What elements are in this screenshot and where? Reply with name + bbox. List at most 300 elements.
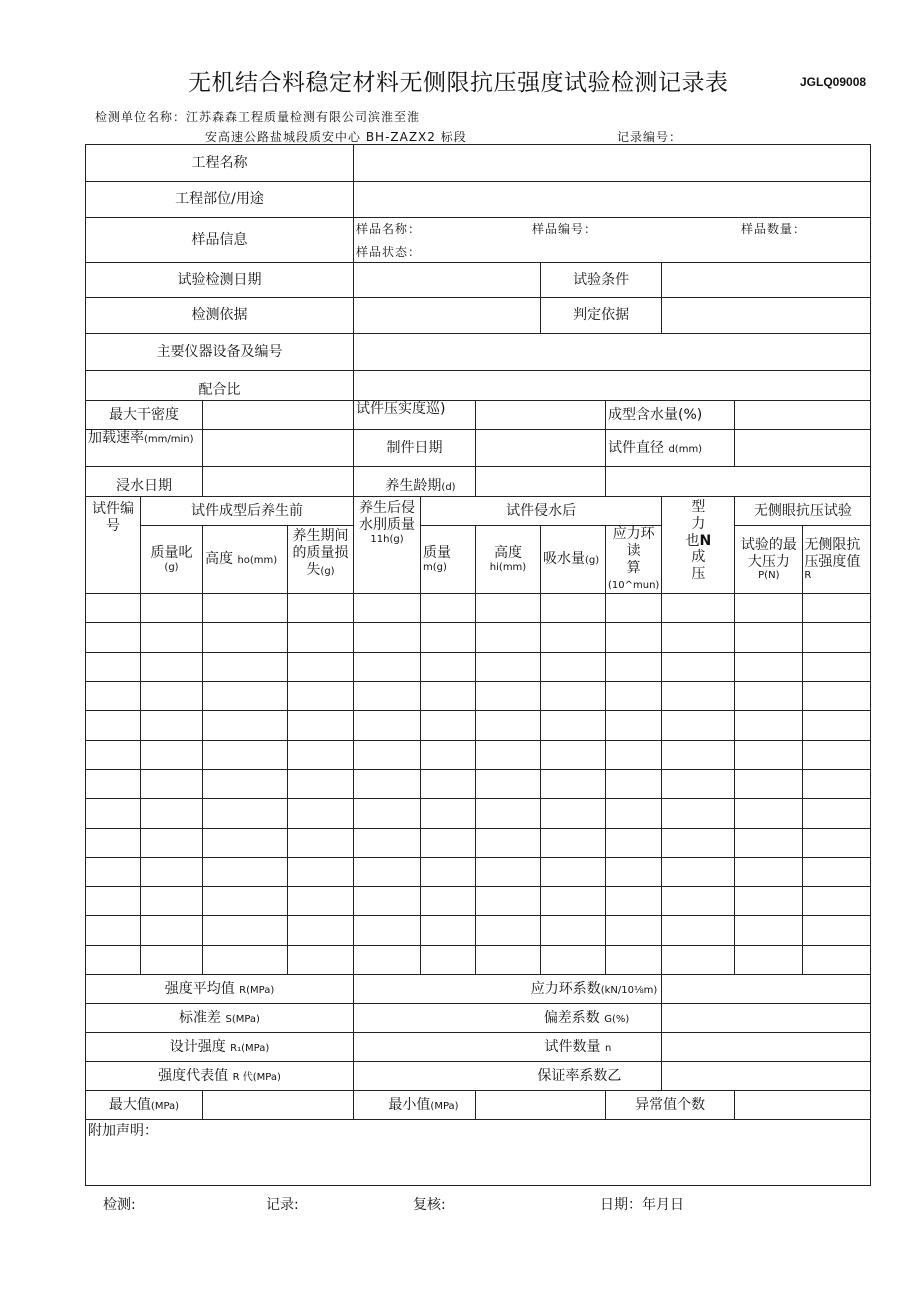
table-row: [86, 711, 871, 740]
table-row: [86, 769, 871, 798]
data-cell[interactable]: [421, 945, 476, 974]
unit-label: 检测单位名称：: [95, 110, 187, 124]
soak-mass-unit: 11h(g): [370, 533, 404, 545]
data-cell[interactable]: [606, 594, 662, 623]
moisture-value[interactable]: [735, 401, 871, 430]
data-cell[interactable]: [354, 652, 421, 681]
data-cell[interactable]: [541, 652, 606, 681]
judge-basis-label: 判定依据: [541, 298, 662, 334]
data-cell[interactable]: [606, 623, 662, 652]
data-cell[interactable]: [803, 769, 871, 798]
data-cell[interactable]: [735, 945, 803, 974]
data-cell[interactable]: [141, 594, 203, 623]
height-text: 高度: [205, 551, 233, 568]
data-cell[interactable]: [288, 682, 354, 711]
maxforce-header: [735, 526, 803, 594]
data-cell[interactable]: [288, 711, 354, 740]
min-val-label: [354, 1091, 476, 1120]
data-cell[interactable]: [288, 652, 354, 681]
equipment-label: 主要仪器设备及编号: [86, 334, 354, 371]
sample-name-label: 样品名称：: [356, 221, 422, 236]
data-cell[interactable]: [288, 594, 354, 623]
data-cell[interactable]: [288, 887, 354, 916]
cure-age-text: 养生龄期: [385, 478, 442, 495]
data-cell[interactable]: [421, 711, 476, 740]
abnormal-label: 异常值个数: [606, 1091, 735, 1120]
specimen-no-1: 试件编: [92, 501, 134, 517]
data-cell[interactable]: [354, 857, 421, 886]
data-cell[interactable]: [541, 594, 606, 623]
sample-qty-label: 样品数量：: [741, 221, 807, 236]
data-cell[interactable]: [606, 916, 662, 945]
data-cell[interactable]: [203, 916, 288, 945]
form-code: JGLQ09008: [800, 75, 867, 89]
row-soak-date: [86, 467, 871, 497]
data-cell[interactable]: [735, 623, 803, 652]
data-cell[interactable]: [203, 711, 288, 740]
data-cell[interactable]: [203, 769, 288, 798]
data-cell[interactable]: [735, 769, 803, 798]
data-cell[interactable]: [803, 682, 871, 711]
height2-unit: hi(mm): [489, 561, 527, 573]
data-cell[interactable]: [203, 828, 288, 857]
data-cell[interactable]: [541, 887, 606, 916]
data-cell[interactable]: [541, 740, 606, 769]
design-strength-text: 设计强度: [169, 1038, 226, 1055]
vert-5: 成: [691, 549, 706, 566]
data-cell[interactable]: [421, 682, 476, 711]
data-cell[interactable]: [606, 682, 662, 711]
data-cell[interactable]: [803, 594, 871, 623]
data-cell[interactable]: [606, 711, 662, 740]
record-no-label: 记录编号：: [617, 130, 683, 144]
data-cell[interactable]: [288, 623, 354, 652]
vert-6: 压: [691, 566, 706, 583]
data-cell[interactable]: [735, 652, 803, 681]
data-cell[interactable]: [541, 857, 606, 886]
data-cell[interactable]: [141, 769, 203, 798]
data-cell[interactable]: [203, 740, 288, 769]
data-cell[interactable]: [421, 799, 476, 828]
page-title: 无机结合料稳定材料无侧限抗压强度试验检测记录表: [188, 70, 729, 96]
std-dev-label: [86, 1004, 354, 1033]
row-equipment: [86, 334, 871, 371]
data-cell[interactable]: [803, 740, 871, 769]
data-cell[interactable]: [803, 887, 871, 916]
data-cell[interactable]: [662, 652, 735, 681]
data-cell[interactable]: [141, 623, 203, 652]
soak-date-label: 浸水日期: [86, 467, 203, 497]
data-cell[interactable]: [86, 594, 141, 623]
data-cell[interactable]: [662, 945, 735, 974]
data-cell[interactable]: [203, 945, 288, 974]
data-cell[interactable]: [354, 711, 421, 740]
data-cell[interactable]: [421, 887, 476, 916]
data-cell[interactable]: [803, 945, 871, 974]
data-cell[interactable]: [203, 887, 288, 916]
date-label: 日期：年月日: [600, 1197, 684, 1213]
data-cell[interactable]: [476, 857, 541, 886]
data-cell[interactable]: [803, 652, 871, 681]
data-cell[interactable]: [354, 623, 421, 652]
mix-ratio-value[interactable]: [354, 371, 871, 401]
test-basis-value[interactable]: [354, 298, 541, 334]
ring-1: 应力环读: [612, 526, 655, 559]
data-cell[interactable]: [288, 769, 354, 798]
data-cell[interactable]: [288, 740, 354, 769]
vert-2: 力: [691, 515, 706, 532]
data-cell[interactable]: [735, 916, 803, 945]
data-cell[interactable]: [86, 711, 141, 740]
tested-label: 检测:: [103, 1197, 136, 1213]
ucs-header: [803, 526, 871, 594]
data-cell[interactable]: [421, 828, 476, 857]
data-cell[interactable]: [803, 916, 871, 945]
remark-label: 附加声明：: [88, 1123, 158, 1140]
loss-unit: (g): [320, 565, 335, 577]
cv-value[interactable]: [662, 1004, 871, 1033]
max-dry-density-value[interactable]: [203, 401, 354, 430]
loss-1: 养生期间: [292, 528, 349, 544]
count-text: 试件数量: [544, 1038, 601, 1055]
data-cell[interactable]: [354, 594, 421, 623]
data-cell[interactable]: [86, 799, 141, 828]
data-cell[interactable]: [541, 623, 606, 652]
data-cell[interactable]: [354, 740, 421, 769]
data-cell[interactable]: [803, 623, 871, 652]
diameter-unit: d(mm): [668, 443, 703, 455]
row-avg: [86, 975, 871, 1004]
height2-text: 高度: [494, 545, 522, 562]
data-cell[interactable]: [354, 828, 421, 857]
data-cell[interactable]: [735, 682, 803, 711]
data-cell[interactable]: [476, 594, 541, 623]
data-cell[interactable]: [86, 828, 141, 857]
project-name-label: 工程名称: [86, 145, 354, 182]
data-cell[interactable]: [476, 945, 541, 974]
diameter-label: [606, 430, 735, 467]
data-cell[interactable]: [86, 916, 141, 945]
soak-mass-2: 水刖质量: [359, 516, 415, 533]
data-cell[interactable]: [541, 945, 606, 974]
data-cell[interactable]: [141, 916, 203, 945]
data-cell[interactable]: [606, 857, 662, 886]
data-cell[interactable]: [476, 652, 541, 681]
ring-coef-text: 应力环系数: [530, 980, 601, 997]
data-cell[interactable]: [606, 828, 662, 857]
data-cell[interactable]: [86, 740, 141, 769]
load-rate-unit: (mm/min): [144, 434, 194, 445]
row-header-1: [86, 497, 871, 526]
data-cell[interactable]: [606, 652, 662, 681]
data-cell[interactable]: [662, 594, 735, 623]
loss-2: 的质量损: [292, 544, 349, 561]
mass-1: 质量叱: [150, 545, 193, 562]
sample-info-value[interactable]: [354, 218, 871, 263]
remark-cell[interactable]: [86, 1120, 871, 1186]
table-row: [86, 828, 871, 857]
unit-name-1: 江苏森森工程质量检测有限公司滨淮至淮: [186, 110, 421, 124]
data-cell[interactable]: [803, 799, 871, 828]
data-cell[interactable]: [662, 799, 735, 828]
judge-basis-value[interactable]: [662, 298, 871, 334]
data-cell[interactable]: [203, 623, 288, 652]
max-val-text: 最大值: [108, 1096, 151, 1113]
data-cell[interactable]: [662, 769, 735, 798]
data-cell[interactable]: [141, 682, 203, 711]
data-cell[interactable]: [662, 623, 735, 652]
min-val-value[interactable]: [476, 1091, 606, 1120]
table-row: [86, 916, 871, 945]
row-project-part: [86, 182, 871, 218]
data-cell[interactable]: [141, 711, 203, 740]
unit-line-1: [95, 108, 420, 125]
data-cell[interactable]: [288, 799, 354, 828]
row-remark: [86, 1120, 871, 1186]
data-cell[interactable]: [735, 857, 803, 886]
data-cell[interactable]: [803, 711, 871, 740]
avg-strength-unit: R(MPa): [239, 984, 275, 996]
cv-text: 偏差系数: [543, 1009, 600, 1026]
mass-unit: (g): [164, 561, 179, 573]
data-cell[interactable]: [421, 916, 476, 945]
cure-age-unit: (d): [441, 482, 456, 494]
data-cell[interactable]: [86, 652, 141, 681]
data-cell[interactable]: [662, 682, 735, 711]
min-val-text: 最小值: [388, 1096, 431, 1113]
data-cell[interactable]: [541, 682, 606, 711]
data-cell[interactable]: [662, 887, 735, 916]
design-strength-unit: R₁(MPa): [230, 1042, 270, 1054]
design-strength-label: [86, 1033, 354, 1062]
count-label: [354, 1033, 662, 1062]
ring-coef-unit: (kN/10⅛m): [600, 984, 658, 996]
soak-mass-header: [354, 497, 421, 594]
height-unit: ho(mm): [237, 555, 278, 567]
assurance-value[interactable]: [662, 1062, 871, 1091]
table-row: [86, 740, 871, 769]
after-soak-header: 试件侵水后: [421, 497, 662, 526]
data-cell[interactable]: [541, 828, 606, 857]
vert-3-4: [664, 533, 732, 550]
unit-name-2: 安高速公路盐城段质安中心 BH-ZAZX2 标段: [205, 130, 467, 144]
data-cell[interactable]: [354, 916, 421, 945]
test-date-value[interactable]: [354, 263, 541, 298]
data-cell[interactable]: [803, 828, 871, 857]
row-rep: [86, 1062, 871, 1091]
data-cell[interactable]: [476, 828, 541, 857]
data-cell[interactable]: [141, 740, 203, 769]
data-cell[interactable]: [86, 682, 141, 711]
data-cell[interactable]: [421, 740, 476, 769]
table-row: [86, 682, 871, 711]
mass-header: [141, 526, 203, 594]
ucs-unit: R: [804, 570, 812, 582]
data-cell[interactable]: [662, 740, 735, 769]
ring-coef-label: [354, 975, 662, 1004]
data-cell[interactable]: [476, 623, 541, 652]
ucs-test-header: 无侧眼抗压试验: [735, 497, 871, 526]
data-cell[interactable]: [735, 887, 803, 916]
data-cell[interactable]: [86, 623, 141, 652]
data-cell[interactable]: [141, 945, 203, 974]
data-cell[interactable]: [541, 916, 606, 945]
data-cell[interactable]: [606, 769, 662, 798]
data-cell[interactable]: [203, 857, 288, 886]
compaction-value[interactable]: [476, 401, 606, 430]
vert-3: 也: [685, 532, 700, 549]
compaction-label: 试件压实度巡): [354, 401, 476, 430]
data-cell[interactable]: [735, 711, 803, 740]
data-cell[interactable]: [203, 652, 288, 681]
row-mix-ratio: [86, 371, 871, 401]
soak-date-value[interactable]: [203, 467, 354, 497]
test-condition-label: 试验条件: [541, 263, 662, 298]
maxforce-2: 大压力: [747, 553, 790, 570]
data-cell[interactable]: [288, 945, 354, 974]
row-header-2: [86, 526, 871, 594]
soak-date-blank[interactable]: [606, 467, 871, 497]
specimen-no-header: [86, 497, 141, 594]
data-cell[interactable]: [662, 711, 735, 740]
ucs-1: 无侧限抗: [804, 536, 861, 553]
data-cell[interactable]: [86, 857, 141, 886]
data-cell[interactable]: [662, 828, 735, 857]
table-row: [86, 857, 871, 886]
project-name-value[interactable]: [354, 145, 871, 182]
data-cell[interactable]: [476, 711, 541, 740]
data-cell[interactable]: [541, 711, 606, 740]
data-cell[interactable]: [476, 740, 541, 769]
std-dev-text: 标准差: [179, 1009, 222, 1026]
data-cell[interactable]: [288, 916, 354, 945]
sample-state-label: 样品状态：: [356, 244, 422, 259]
data-cell[interactable]: [662, 857, 735, 886]
data-cell[interactable]: [421, 623, 476, 652]
data-cell[interactable]: [203, 682, 288, 711]
data-cell[interactable]: [421, 857, 476, 886]
data-cell[interactable]: [86, 887, 141, 916]
data-cell[interactable]: [606, 945, 662, 974]
data-cell[interactable]: [203, 799, 288, 828]
data-cell[interactable]: [141, 857, 203, 886]
data-cell[interactable]: [354, 769, 421, 798]
data-cell[interactable]: [141, 799, 203, 828]
data-cell[interactable]: [735, 594, 803, 623]
diameter-text: 试件直径: [608, 439, 664, 456]
maxforce-unit: P(N): [758, 570, 780, 582]
cure-age-value[interactable]: [476, 467, 606, 497]
equipment-value[interactable]: [354, 334, 871, 371]
data-cell[interactable]: [476, 682, 541, 711]
ring-coef-value[interactable]: [662, 975, 871, 1004]
count-unit: n: [604, 1042, 612, 1054]
data-cell[interactable]: [354, 799, 421, 828]
data-cell[interactable]: [476, 887, 541, 916]
data-cell[interactable]: [476, 916, 541, 945]
data-cell[interactable]: [476, 769, 541, 798]
data-cell[interactable]: [421, 594, 476, 623]
row-load-rate: [86, 430, 871, 467]
height-header: [203, 526, 288, 594]
data-cell[interactable]: [141, 828, 203, 857]
data-cell[interactable]: [606, 740, 662, 769]
before-cure-header: 试件成型后养生前: [141, 497, 354, 526]
maxforce-1: 试验的最: [740, 536, 797, 553]
data-cell[interactable]: [735, 740, 803, 769]
sample-no-label: 样品编号：: [532, 221, 598, 236]
row-project-name: [86, 145, 871, 182]
loss-header: [288, 526, 354, 594]
data-cell[interactable]: [354, 887, 421, 916]
test-date-label: 试验检测日期: [86, 263, 354, 298]
table-row: [86, 799, 871, 828]
table-row: [86, 623, 871, 652]
record-table: [85, 144, 871, 1186]
ucs-2: 压强度值: [804, 553, 861, 570]
sample-info-label: 样品信息: [86, 218, 354, 263]
data-cell[interactable]: [606, 887, 662, 916]
data-cell[interactable]: [476, 799, 541, 828]
data-cell[interactable]: [541, 769, 606, 798]
data-cell[interactable]: [86, 769, 141, 798]
data-cell[interactable]: [735, 828, 803, 857]
data-cell[interactable]: [354, 682, 421, 711]
data-cell[interactable]: [288, 857, 354, 886]
data-cell[interactable]: [288, 828, 354, 857]
data-cell[interactable]: [662, 916, 735, 945]
load-rate-value[interactable]: [203, 430, 354, 467]
max-val-value[interactable]: [203, 1091, 354, 1120]
ring-unit: (10^mun): [608, 580, 660, 592]
load-rate-text: 加载速率: [88, 430, 144, 446]
absorb-unit: (g): [585, 555, 600, 567]
ring-header: [606, 526, 662, 594]
height2-header: [476, 526, 541, 594]
test-condition-value[interactable]: [662, 263, 871, 298]
data-cell[interactable]: [421, 652, 476, 681]
mass2-header: [421, 526, 476, 594]
data-cell[interactable]: [735, 799, 803, 828]
rep-strength-label: [86, 1062, 354, 1091]
data-cell[interactable]: [606, 799, 662, 828]
absorb-header: [541, 526, 606, 594]
data-cell[interactable]: [354, 945, 421, 974]
table-row: [86, 945, 871, 974]
row-test-date: [86, 263, 871, 298]
data-cell[interactable]: [203, 594, 288, 623]
project-part-value[interactable]: [354, 182, 871, 218]
diameter-value[interactable]: [735, 430, 871, 467]
data-cell[interactable]: [141, 887, 203, 916]
data-cell[interactable]: [803, 857, 871, 886]
vertical-header: [662, 497, 735, 594]
cv-unit: G(%): [604, 1013, 630, 1025]
mass2-text: 质量: [423, 545, 451, 562]
make-date-value[interactable]: [476, 430, 606, 467]
abnormal-value[interactable]: [735, 1091, 871, 1120]
row-minmax: [86, 1091, 871, 1120]
data-cell[interactable]: [541, 799, 606, 828]
ring-2: 算: [626, 559, 641, 576]
ring-2-row: [608, 560, 659, 594]
mix-ratio-label: 配合比: [86, 371, 354, 401]
data-cell[interactable]: [86, 945, 141, 974]
avg-strength-text: 强度平均值: [164, 980, 235, 997]
data-cell[interactable]: [421, 769, 476, 798]
data-cell[interactable]: [141, 652, 203, 681]
count-value[interactable]: [662, 1033, 871, 1062]
